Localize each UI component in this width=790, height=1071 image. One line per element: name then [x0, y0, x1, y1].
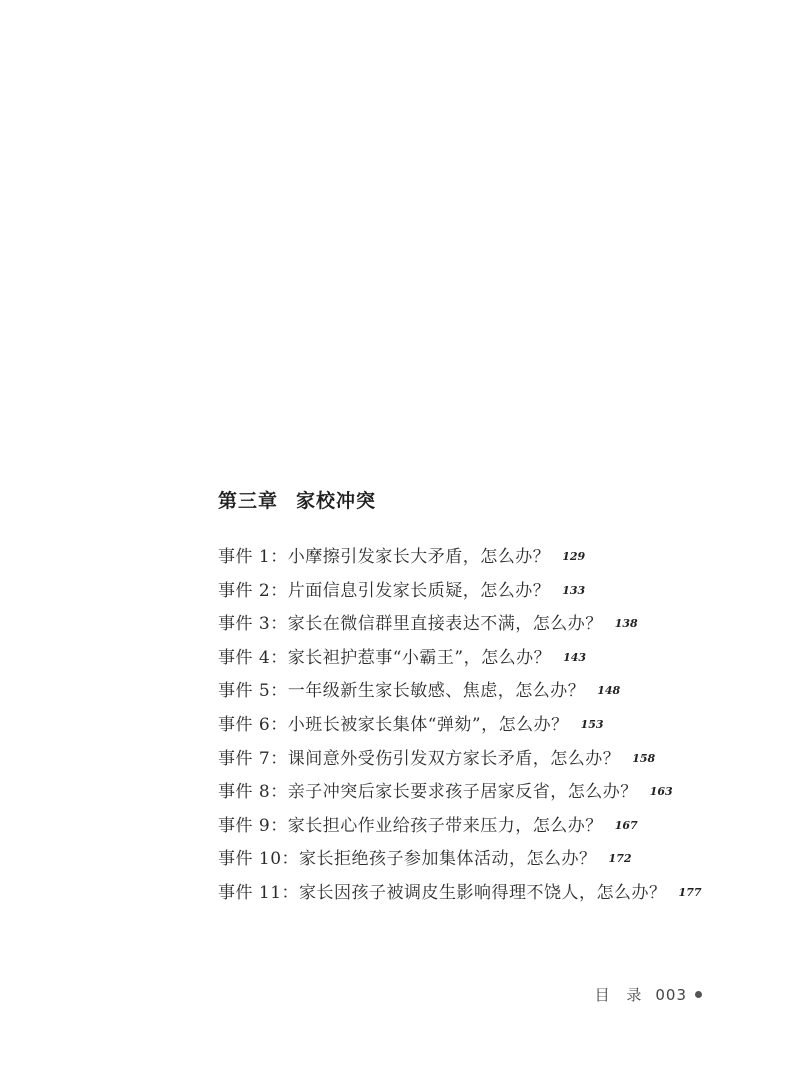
toc-entry-label: 事件 2：片面信息引发家长质疑，怎么办？	[218, 580, 551, 601]
footer-section-label: 目 录	[594, 986, 648, 1004]
toc-entry-label: 事件 3：家长在微信群里直接表达不满，怎么办？	[218, 614, 603, 635]
toc-entry-6[interactable]	[218, 708, 702, 742]
bullet-dot-icon	[695, 991, 702, 998]
page-footer	[595, 984, 702, 1005]
toc-entry-page: 153	[580, 717, 604, 731]
toc-entry-page: 167	[614, 818, 638, 832]
toc-entry-page: 143	[563, 650, 587, 664]
toc-entry-label: 事件 6：小班长被家长集体“弹劾”，怎么办？	[218, 714, 569, 735]
toc-entry-page: 158	[632, 751, 656, 765]
toc-entry-page: 148	[597, 684, 621, 698]
toc-entry-2[interactable]	[218, 574, 702, 608]
toc-entry-label: 事件 10：家长拒绝孩子参加集体活动，怎么办？	[218, 849, 597, 870]
toc-entry-page: 163	[649, 785, 673, 799]
toc-entry-1[interactable]	[218, 540, 702, 574]
toc-entry-7[interactable]	[218, 742, 702, 776]
toc-list	[218, 540, 702, 910]
toc-entry-3[interactable]	[218, 607, 702, 641]
toc-entry-page: 172	[608, 852, 632, 866]
toc-entry-8[interactable]	[218, 775, 702, 809]
toc-entry-9[interactable]	[218, 809, 702, 843]
chapter-heading	[218, 486, 376, 513]
toc-entry-label: 事件 9：家长担心作业给孩子带来压力，怎么办？	[218, 815, 603, 836]
toc-entry-label: 事件 1：小摩擦引发家长大矛盾，怎么办？	[218, 547, 551, 567]
toc-entry-page: 177	[678, 885, 702, 899]
chapter-number: 第三章	[218, 490, 279, 512]
toc-entry-label: 事件 8：亲子冲突后家长要求孩子居家反省，怎么办？	[218, 782, 638, 803]
chapter-title-text: 家校冲突	[296, 490, 377, 512]
toc-entry-page: 138	[614, 617, 638, 631]
toc-entry-page: 129	[562, 550, 586, 563]
toc-entry-page: 133	[562, 583, 586, 597]
toc-entry-label: 事件 11：家长因孩子被调皮生影响得理不饶人，怎么办？	[218, 882, 667, 903]
toc-entry-label: 事件 4：家长袒护惹事“小霸王”，怎么办？	[218, 647, 552, 668]
toc-entry-11[interactable]	[218, 876, 702, 910]
toc-entry-label: 事件 7：课间意外受伤引发双方家长矛盾，怎么办？	[218, 748, 621, 769]
footer-page-number: 003	[655, 986, 687, 1004]
toc-entry-label: 事件 5：一年级新生家长敏感、焦虑，怎么办？	[218, 681, 586, 702]
toc-entry-4[interactable]	[218, 641, 702, 675]
toc-entry-10[interactable]	[218, 842, 702, 876]
toc-entry-5[interactable]	[218, 674, 702, 708]
